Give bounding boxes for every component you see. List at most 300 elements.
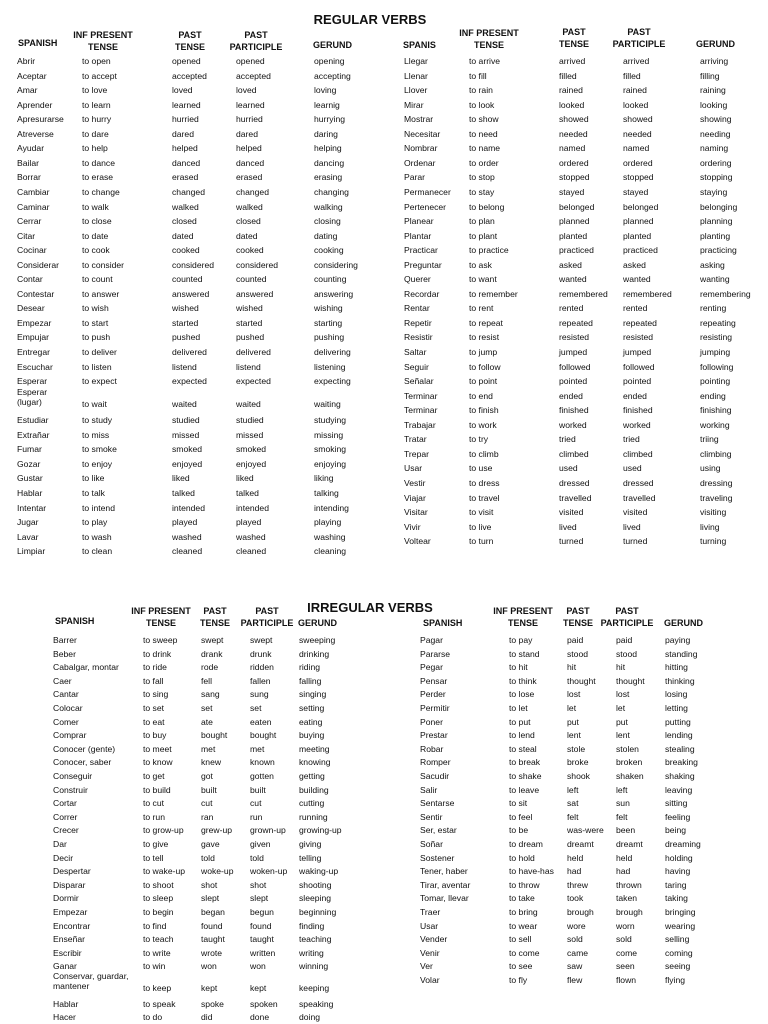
verb-past-participle: jumped bbox=[623, 347, 652, 357]
verb-past-participle: climbed bbox=[623, 448, 653, 459]
verb-spanish: Trepar bbox=[404, 448, 429, 459]
verb-spanish: Pararse bbox=[420, 648, 451, 659]
verb-infinitive: to study bbox=[82, 415, 113, 426]
verb-spanish: Esperar bbox=[17, 376, 48, 387]
verb-infinitive: to sing bbox=[143, 689, 169, 700]
verb-past-tense: delivered bbox=[172, 347, 207, 357]
verb-spanish: Conseguir bbox=[53, 771, 93, 781]
verb-gerund: feeling bbox=[665, 811, 691, 822]
verb-gerund: taring bbox=[665, 879, 687, 890]
verb-gerund: liking bbox=[314, 473, 334, 484]
verb-infinitive: to practice bbox=[469, 245, 509, 256]
verb-infinitive: to hold bbox=[509, 852, 535, 863]
verb-spanish: Perder bbox=[420, 689, 446, 700]
verb-infinitive: to order bbox=[469, 157, 499, 168]
verb-infinitive: to listen bbox=[82, 361, 112, 372]
verb-past-participle: repeated bbox=[623, 317, 657, 328]
verb-gerund: following bbox=[700, 361, 734, 372]
verb-past-tense: hit bbox=[567, 662, 577, 673]
verb-past-participle: taken bbox=[616, 893, 638, 904]
verb-gerund: stopping bbox=[700, 172, 733, 183]
verb-gerund: losing bbox=[665, 689, 688, 700]
verb-past-participle: ended bbox=[623, 390, 647, 401]
irregular-left-header-inf: INF PRESENT TENSE bbox=[131, 606, 191, 628]
verb-infinitive: to work bbox=[469, 419, 497, 430]
verb-gerund: smoking bbox=[314, 444, 346, 455]
verb-past-tense: dated bbox=[172, 230, 194, 241]
verb-past-participle: expected bbox=[236, 376, 271, 387]
verb-past-tense: expected bbox=[172, 376, 207, 387]
verb-past-participle: sung bbox=[250, 689, 269, 700]
verb-infinitive: to open bbox=[82, 56, 111, 66]
verb-gerund: paying bbox=[665, 635, 691, 645]
verb-past-tense: played bbox=[172, 517, 198, 528]
regular-right-header-inf: INF PRESENT TENSE bbox=[459, 28, 519, 50]
verb-infinitive: to show bbox=[469, 114, 499, 125]
verb-gerund: letting bbox=[665, 703, 688, 713]
verb-spanish: Mostrar bbox=[404, 114, 434, 125]
verb-gerund: resisting bbox=[700, 332, 732, 343]
verb-spanish: Pensar bbox=[420, 675, 448, 686]
verb-gerund: closing bbox=[314, 216, 341, 227]
verb-past-tense: stopped bbox=[559, 172, 590, 183]
verb-past-tense: talked bbox=[172, 487, 195, 498]
verb-past-tense: felt bbox=[567, 811, 579, 822]
verb-spanish: Considerar bbox=[17, 259, 60, 270]
verb-past-participle: woken-up bbox=[250, 866, 288, 877]
verb-past-participle: travelled bbox=[623, 492, 656, 503]
verb-infinitive: to need bbox=[469, 128, 498, 139]
verb-past-tense: turned bbox=[559, 536, 584, 547]
verb-infinitive: to tell bbox=[143, 852, 164, 863]
verb-past-tense: taught bbox=[201, 934, 225, 945]
verb-gerund: bringing bbox=[665, 907, 696, 917]
verb-past-participle: flown bbox=[616, 975, 637, 985]
verb-gerund: thinking bbox=[665, 675, 695, 686]
verb-spanish: Escuchar bbox=[17, 361, 53, 372]
verb-gerund: sweeping bbox=[299, 635, 336, 645]
verb-past-participle: changed bbox=[236, 186, 269, 197]
verb-gerund: naming bbox=[700, 143, 729, 154]
verb-gerund: enjoying bbox=[314, 458, 347, 469]
irregular-right-header-pp: PAST PARTICIPLE bbox=[600, 606, 654, 628]
verb-gerund: breaking bbox=[665, 757, 698, 768]
verb-past-participle: done bbox=[250, 1012, 270, 1023]
verb-past-tense: climbed bbox=[559, 448, 589, 459]
verb-gerund: seeing bbox=[665, 961, 691, 972]
verb-infinitive: to shake bbox=[509, 771, 542, 781]
verb-past-tense: stayed bbox=[559, 186, 585, 197]
verb-past-tense: ordered bbox=[559, 157, 589, 168]
verb-past-participle: arrived bbox=[623, 56, 650, 66]
verb-spanish: Pagar bbox=[420, 635, 443, 645]
verb-past-participle: delivered bbox=[236, 347, 271, 357]
verb-gerund: growing-up bbox=[299, 825, 342, 836]
verb-past-participle: known bbox=[250, 757, 275, 768]
verb-spanish: Ser, estar bbox=[420, 825, 457, 836]
verb-past-participle: shaken bbox=[616, 771, 644, 781]
verb-infinitive: to finish bbox=[469, 405, 499, 416]
verb-gerund: finishing bbox=[700, 405, 732, 416]
verb-infinitive: to follow bbox=[469, 361, 501, 372]
verb-past-participle: studied bbox=[236, 415, 264, 426]
verb-past-participle: written bbox=[250, 947, 276, 958]
verb-past-tense: bought bbox=[201, 730, 228, 741]
verb-past-participle: bought bbox=[250, 730, 277, 741]
verb-gerund: coming bbox=[665, 947, 693, 958]
verb-past-tense: took bbox=[567, 893, 584, 904]
verb-gerund: lending bbox=[665, 730, 693, 741]
verb-spanish: Ayudar bbox=[17, 143, 45, 154]
verb-spanish: Cocinar bbox=[17, 245, 47, 256]
verb-past-participle: tried bbox=[623, 434, 640, 445]
verb-past-participle: missed bbox=[236, 429, 264, 440]
verb-past-tense: spoke bbox=[201, 998, 224, 1009]
verb-spanish: Mirar bbox=[404, 99, 424, 110]
verb-past-participle: learned bbox=[236, 99, 265, 110]
verb-infinitive: to start bbox=[82, 317, 109, 328]
verb-infinitive: to ride bbox=[143, 662, 167, 673]
verb-gerund: writing bbox=[299, 947, 324, 958]
verb-past-participle: thrown bbox=[616, 879, 642, 890]
verb-past-participle: cut bbox=[250, 798, 262, 809]
verb-spanish: Voltear bbox=[404, 536, 431, 547]
verb-past-tense: lost bbox=[567, 689, 581, 700]
verb-infinitive: to close bbox=[82, 216, 112, 227]
verb-gerund: playing bbox=[314, 517, 342, 528]
regular-left-header-spanish: SPANISH bbox=[18, 38, 58, 48]
verb-past-participle: used bbox=[623, 463, 642, 474]
irregular-right-header-inf: INF PRESENT TENSE bbox=[493, 606, 553, 628]
irregular-left-header-gerund: GERUND bbox=[298, 618, 338, 628]
verb-spanish: Aprender bbox=[17, 99, 53, 110]
verb-gerund: standing bbox=[665, 648, 698, 659]
irregular-right-header-past: PAST TENSE bbox=[562, 606, 593, 628]
verb-gerund: taking bbox=[665, 893, 688, 904]
verb-gerund: ending bbox=[700, 390, 726, 401]
verb-infinitive: to wash bbox=[82, 531, 112, 542]
verb-infinitive: to write bbox=[143, 947, 171, 958]
verb-spanish: Bailar bbox=[17, 157, 39, 168]
verb-past-tense: looked bbox=[559, 99, 585, 110]
verb-infinitive: to hit bbox=[509, 662, 528, 673]
verb-past-tense: told bbox=[201, 852, 215, 863]
verb-past-participle: ridden bbox=[250, 662, 274, 673]
verb-past-participle: brough bbox=[616, 907, 643, 917]
verb-gerund: ordering bbox=[700, 157, 732, 168]
verb-infinitive: to stand bbox=[509, 648, 540, 659]
verb-gerund: turning bbox=[700, 536, 727, 547]
verb-spanish: Llegar bbox=[404, 56, 428, 66]
verb-past-participle: given bbox=[250, 839, 271, 849]
verb-spanish: Vivir bbox=[404, 521, 421, 532]
verb-past-participle: swept bbox=[250, 635, 273, 645]
verb-spanish: Hablar bbox=[53, 998, 79, 1009]
verb-spanish: Vender bbox=[420, 934, 448, 945]
verb-spanish: Pegar bbox=[420, 662, 443, 673]
verb-spanish: Enseñar bbox=[53, 934, 86, 945]
verb-past-participle: met bbox=[250, 743, 265, 754]
verb-past-participle: pointed bbox=[623, 376, 652, 387]
irregular-right-header-spanish: SPANISH bbox=[423, 618, 463, 628]
verb-gerund: pointing bbox=[700, 376, 731, 387]
verb-infinitive: to sweep bbox=[143, 635, 178, 645]
verb-past-tense: cut bbox=[201, 798, 213, 809]
verb-spanish: Recordar bbox=[404, 288, 440, 299]
verb-past-tense: finished bbox=[559, 405, 589, 416]
verb-spanish: Crecer bbox=[53, 825, 79, 836]
verb-gerund: knowing bbox=[299, 757, 331, 768]
verb-gerund: talking bbox=[314, 487, 339, 498]
verb-gerund: belonging bbox=[700, 201, 738, 212]
verb-spanish: Caminar bbox=[17, 201, 50, 212]
verb-spanish: Ver bbox=[420, 961, 433, 972]
verb-gerund: changing bbox=[314, 186, 349, 197]
verb-spanish: Beber bbox=[53, 648, 76, 659]
verb-past-participle: closed bbox=[236, 216, 261, 227]
verb-spanish: Robar bbox=[420, 743, 444, 754]
verb-spanish: Trabajar bbox=[404, 419, 436, 430]
verb-spanish: Decir bbox=[53, 852, 74, 863]
verb-gerund: listening bbox=[314, 361, 346, 372]
verb-past-participle: rented bbox=[623, 303, 648, 314]
verb-past-participle: planned bbox=[623, 216, 654, 227]
verb-past-participle: found bbox=[250, 920, 272, 931]
verb-past-tense: studied bbox=[172, 415, 200, 426]
regular-left-header-pp: PAST PARTICIPLE bbox=[229, 30, 283, 52]
verb-infinitive: to clean bbox=[82, 546, 113, 557]
verb-infinitive: to build bbox=[143, 784, 171, 795]
verb-gerund: eating bbox=[299, 716, 323, 727]
verb-infinitive: to help bbox=[82, 143, 108, 154]
verb-past-participle: cooked bbox=[236, 245, 264, 256]
verb-gerund: studying bbox=[314, 415, 347, 426]
verb-gerund: daring bbox=[314, 128, 338, 139]
verb-gerund: leaving bbox=[665, 784, 693, 795]
verb-past-tense: rented bbox=[559, 303, 584, 314]
verb-spanish: Barrer bbox=[53, 635, 77, 645]
verb-past-tense: travelled bbox=[559, 492, 592, 503]
verb-infinitive: to feel bbox=[509, 811, 533, 822]
verb-past-participle: begun bbox=[250, 907, 274, 917]
irregular-right-header-gerund: GERUND bbox=[664, 618, 704, 628]
verb-past-participle: shot bbox=[250, 879, 267, 890]
verb-past-tense: visited bbox=[559, 507, 584, 518]
verb-infinitive: to give bbox=[143, 839, 169, 849]
verb-past-participle: seen bbox=[616, 961, 635, 972]
regular-left-header-gerund: GERUND bbox=[313, 40, 353, 50]
verb-past-participle: helped bbox=[236, 143, 262, 154]
verb-past-tense: drank bbox=[201, 648, 223, 659]
verb-spanish: Conocer (gente) bbox=[53, 743, 116, 754]
verb-past-participle: turned bbox=[623, 536, 648, 547]
verb-past-participle: dreamt bbox=[616, 839, 643, 849]
verb-spanish: Visitar bbox=[404, 507, 428, 518]
verb-past-participle: washed bbox=[236, 531, 266, 542]
verb-gerund: pushing bbox=[314, 332, 345, 343]
verb-gerund: sleeping bbox=[299, 893, 332, 904]
verb-past-participle: won bbox=[250, 961, 266, 972]
verb-gerund: drinking bbox=[299, 648, 330, 659]
verb-gerund: waiting bbox=[314, 398, 341, 409]
verb-spanish: Entregar bbox=[17, 347, 50, 357]
verb-past-tense: hurried bbox=[172, 114, 199, 125]
verb-past-tense: answered bbox=[172, 288, 210, 299]
verb-spanish: Extrañar bbox=[17, 429, 50, 440]
verb-infinitive: to drink bbox=[143, 648, 172, 659]
verb-past-tense: erased bbox=[172, 172, 199, 183]
verb-spanish: Saltar bbox=[404, 347, 427, 357]
verb-gerund: cooking bbox=[314, 245, 344, 256]
regular-right-header-pp: PAST PARTICIPLE bbox=[612, 27, 666, 49]
verb-infinitive: to learn bbox=[82, 99, 111, 110]
verb-past-participle: planted bbox=[623, 230, 652, 241]
verb-infinitive: to fill bbox=[469, 70, 487, 81]
verb-past-tense: pushed bbox=[172, 332, 201, 343]
verb-gerund: winning bbox=[299, 961, 329, 972]
verb-spanish: Preguntar bbox=[404, 259, 442, 270]
verb-infinitive: to eat bbox=[143, 716, 165, 727]
verb-infinitive: to sell bbox=[509, 934, 532, 945]
verb-gerund: considering bbox=[314, 259, 358, 270]
verb-infinitive: to deliver bbox=[82, 347, 117, 357]
verb-past-tense: worked bbox=[559, 419, 587, 430]
verb-spanish: Llenar bbox=[404, 70, 428, 81]
verb-past-participle: dated bbox=[236, 230, 258, 241]
verb-gerund: needing bbox=[700, 128, 731, 139]
verb-gerund: building bbox=[299, 784, 329, 795]
verb-gerund: being bbox=[665, 825, 687, 836]
verb-past-tense: changed bbox=[172, 186, 205, 197]
verb-gerund: flying bbox=[665, 975, 686, 985]
verb-infinitive: to be bbox=[509, 825, 529, 836]
verb-gerund: expecting bbox=[314, 376, 351, 387]
verb-infinitive: to find bbox=[143, 920, 167, 931]
verb-gerund: buying bbox=[299, 730, 325, 741]
verb-infinitive: to know bbox=[143, 757, 173, 768]
verb-past-tense: named bbox=[559, 143, 586, 154]
verb-infinitive: to see bbox=[509, 961, 533, 972]
verb-infinitive: to talk bbox=[82, 487, 105, 498]
verb-past-tense: flew bbox=[567, 975, 583, 985]
verb-gerund: singing bbox=[299, 689, 327, 700]
verb-gerund: starting bbox=[314, 317, 343, 328]
verb-spanish: Empujar bbox=[17, 332, 49, 343]
verb-past-tense: slept bbox=[201, 893, 220, 904]
verb-gerund: sitting bbox=[665, 798, 688, 809]
verb-past-tense: pointed bbox=[559, 376, 588, 387]
verb-gerund: speaking bbox=[299, 998, 334, 1009]
verb-spanish: Sentarse bbox=[420, 798, 455, 809]
verb-spanish: Limpiar bbox=[17, 546, 46, 557]
verb-infinitive: to cut bbox=[143, 798, 165, 809]
verb-past-tense: stood bbox=[567, 648, 589, 659]
verb-gerund: climbing bbox=[700, 448, 732, 459]
verb-past-tense: kept bbox=[201, 983, 218, 993]
verb-gerund: raining bbox=[700, 85, 726, 96]
verb-past-tense: dreamt bbox=[567, 839, 594, 849]
verb-gerund: renting bbox=[700, 303, 727, 314]
verb-past-tense: loved bbox=[172, 85, 193, 96]
verb-past-tense: started bbox=[172, 317, 199, 328]
verb-gerund: stealing bbox=[665, 743, 695, 754]
verb-infinitive: to lend bbox=[509, 730, 535, 741]
verb-gerund: telling bbox=[299, 852, 322, 863]
verb-past-participle: worked bbox=[623, 419, 651, 430]
verb-past-participle: intended bbox=[236, 502, 269, 513]
verb-past-tense: sang bbox=[201, 689, 220, 700]
verb-gerund: accepting bbox=[314, 70, 351, 81]
verb-past-participle: wanted bbox=[623, 274, 651, 285]
verb-gerund: getting bbox=[299, 771, 325, 781]
verb-spanish: Sacudir bbox=[420, 771, 450, 781]
verb-infinitive: to dance bbox=[82, 157, 115, 168]
verb-past-participle: showed bbox=[623, 114, 653, 125]
verb-gerund: falling bbox=[299, 675, 322, 686]
verb-past-tense: set bbox=[201, 703, 213, 713]
verb-infinitive: to break bbox=[509, 757, 541, 768]
verb-gerund: finding bbox=[299, 920, 325, 931]
verb-past-participle: lost bbox=[616, 689, 630, 700]
verb-past-tense: resisted bbox=[559, 332, 590, 343]
verb-infinitive: to hurry bbox=[82, 114, 112, 125]
verb-spanish: Romper bbox=[420, 757, 451, 768]
verb-spanish: Viajar bbox=[404, 492, 426, 503]
verb-infinitive: to change bbox=[82, 186, 120, 197]
verb-gerund: dreaming bbox=[665, 839, 701, 849]
verb-spanish: Permitir bbox=[420, 703, 450, 713]
verb-past-tense: wore bbox=[567, 920, 586, 931]
verb-infinitive: to pay bbox=[509, 635, 533, 645]
verb-gerund: loving bbox=[314, 85, 337, 96]
verb-spanish: Escribir bbox=[53, 947, 82, 958]
irregular-left-header-pp: PAST PARTICIPLE bbox=[240, 606, 294, 628]
verb-infinitive: to visit bbox=[469, 507, 494, 518]
verb-past-tense: threw bbox=[567, 879, 589, 890]
verb-past-participle: hurried bbox=[236, 114, 263, 125]
verb-spanish: Citar bbox=[17, 230, 36, 241]
verb-past-tense: did bbox=[201, 1012, 213, 1023]
verb-past-tense: waited bbox=[172, 398, 197, 409]
verb-spanish: Sentir bbox=[420, 811, 443, 822]
verb-past-participle: lent bbox=[616, 730, 630, 741]
verb-gerund: teaching bbox=[299, 934, 332, 945]
verb-infinitive: to look bbox=[469, 99, 495, 110]
verb-spanish: Jugar bbox=[17, 517, 39, 528]
verb-past-participle: let bbox=[616, 703, 626, 713]
verb-past-participle: sold bbox=[616, 934, 632, 945]
verb-past-participle: walked bbox=[236, 201, 263, 212]
verb-past-tense: swept bbox=[201, 635, 224, 645]
verb-infinitive: to wear bbox=[509, 920, 538, 931]
verb-past-tense: sat bbox=[567, 798, 579, 809]
verb-past-tense: wrote bbox=[201, 947, 223, 958]
verb-spanish: Comprar bbox=[53, 730, 87, 741]
verb-infinitive: to get bbox=[143, 771, 165, 781]
verb-gerund: waking-up bbox=[299, 866, 339, 877]
verb-gerund: hurrying bbox=[314, 114, 346, 125]
verb-past-tense: put bbox=[567, 716, 579, 727]
verb-spanish: Usar bbox=[404, 463, 423, 474]
verb-gerund: shooting bbox=[299, 879, 332, 890]
verb-spanish: Desear bbox=[17, 303, 45, 314]
verb-past-participle: opened bbox=[236, 56, 265, 66]
verb-infinitive: to smoke bbox=[82, 444, 117, 455]
verb-past-participle: stopped bbox=[623, 172, 654, 183]
verb-infinitive: to meet bbox=[143, 743, 172, 754]
verb-past-tense: liked bbox=[172, 473, 190, 484]
verb-spanish: Llover bbox=[404, 85, 428, 96]
